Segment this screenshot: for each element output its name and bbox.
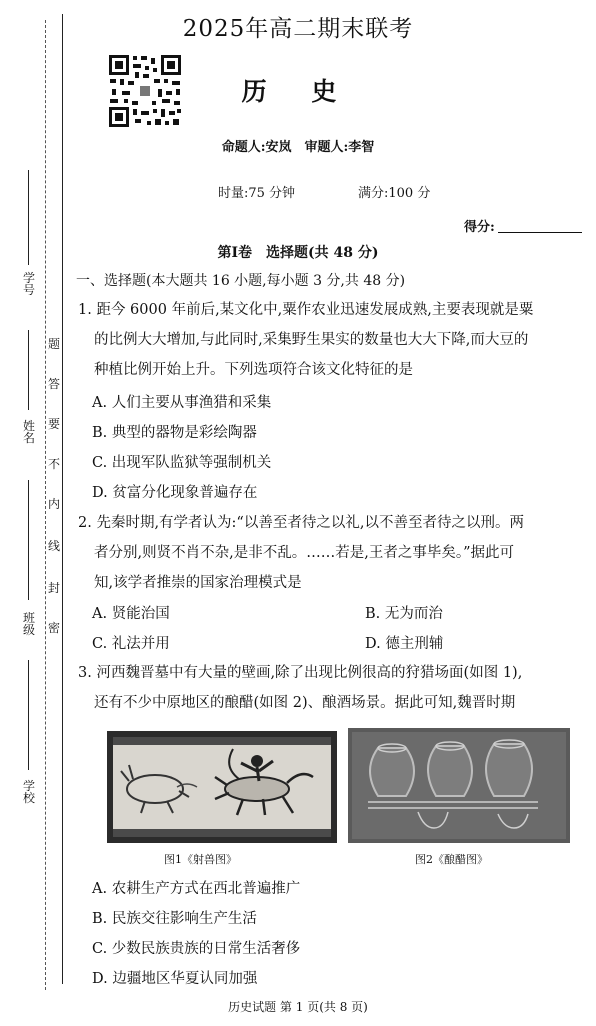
q2-option-d[interactable]: D. 德主刑辅	[365, 636, 444, 652]
q1-stem-line1: 1. 距今 6000 年前后,某文化中,粟作农业迅速发展成熟,主要表现就是粟	[78, 302, 534, 318]
q1-stem-line3: 种植比例开始上升。下列选项符合该文化特征的是	[94, 362, 413, 378]
xingming-blank	[28, 330, 29, 410]
authors: 命题人:安岚 审题人:李智	[221, 140, 375, 155]
q3-stem-line2: 还有不少中原地区的酿醋(如图 2)、酿酒场景。据此可知,魏晋时期	[94, 695, 516, 711]
q1-option-b[interactable]: B. 典型的器物是彩绘陶器	[92, 425, 257, 441]
fig1-caption: 图1《射兽图》	[164, 853, 237, 866]
q3-option-a[interactable]: A. 农耕生产方式在西北普遍推广	[92, 881, 301, 897]
q2-option-b[interactable]: B. 无为而治	[365, 606, 443, 622]
seal-char: 要	[47, 417, 60, 431]
page-footer: 历史试题 第 1 页(共 8 页)	[228, 1000, 368, 1014]
seal-char: 密	[47, 621, 60, 635]
xuexiao-blank	[28, 660, 29, 770]
banji-blank	[28, 480, 29, 600]
full-score: 满分:100 分	[358, 186, 431, 201]
seal-char: 内	[47, 497, 60, 511]
seal-char: 答	[47, 377, 60, 391]
q2-option-c[interactable]: C. 礼法并用	[92, 636, 170, 652]
q2-stem-line1: 2. 先秦时期,有学者认为:“以善至者待之以礼,以不善至者待之以刑。两	[78, 515, 524, 531]
q1-option-a[interactable]: A. 人们主要从事渔猎和采集	[92, 395, 272, 411]
q1-option-c[interactable]: C. 出现军队监狱等强制机关	[92, 455, 272, 471]
q1-option-d[interactable]: D. 贫富分化现象普遍存在	[92, 485, 258, 501]
fig2-caption: 图2《酿醋图》	[415, 853, 488, 866]
q3-option-c[interactable]: C. 少数民族贵族的日常生活奢侈	[92, 941, 301, 957]
seal-char: 题	[47, 337, 60, 351]
q3-option-b[interactable]: B. 民族交往影响生产生活	[92, 911, 257, 927]
exam-title: 2025年高二期末联考	[182, 16, 414, 42]
seal-char: 线	[47, 539, 60, 553]
xuexiao-label: 学 校	[22, 779, 48, 805]
q2-stem-line2: 者分别,则贤不肖不杂,是非不乱。……若是,王者之事毕矣。”据此可	[94, 545, 514, 561]
score-blank[interactable]	[498, 232, 582, 233]
exam-time: 时量:75 分钟	[218, 186, 296, 201]
score-label: 得分:	[464, 220, 495, 235]
seal-char: 不	[47, 457, 60, 471]
vinegar-mural-image	[348, 728, 570, 843]
q2-option-a[interactable]: A. 贤能治国	[92, 606, 170, 622]
xingming-label: 姓 名	[22, 419, 48, 445]
seal-dashed-line	[45, 20, 46, 990]
subject-title: 历 史	[241, 77, 355, 106]
q2-stem-line3: 知,该学者推崇的国家治理模式是	[94, 575, 302, 591]
q1-stem-line2: 的比例大大增加,与此同时,采集野生果实的数量也大大下降,而大豆的	[94, 332, 529, 348]
section-title: 第Ⅰ卷 选择题(共 48 分)	[217, 245, 379, 261]
banji-label: 班 级	[22, 611, 48, 637]
seal-char: 封	[47, 581, 60, 595]
margin-line	[62, 14, 63, 984]
q3-option-d[interactable]: D. 边疆地区华夏认同加强	[92, 971, 258, 987]
hunting-mural-image	[107, 731, 337, 843]
xuehao-label: 学 号	[22, 271, 48, 297]
part-heading: 一、选择题(本大题共 16 小题,每小题 3 分,共 48 分)	[76, 273, 406, 289]
q3-stem-line1: 3. 河西魏晋墓中有大量的壁画,除了出现比例很高的狩猎场面(如图 1),	[78, 665, 523, 681]
